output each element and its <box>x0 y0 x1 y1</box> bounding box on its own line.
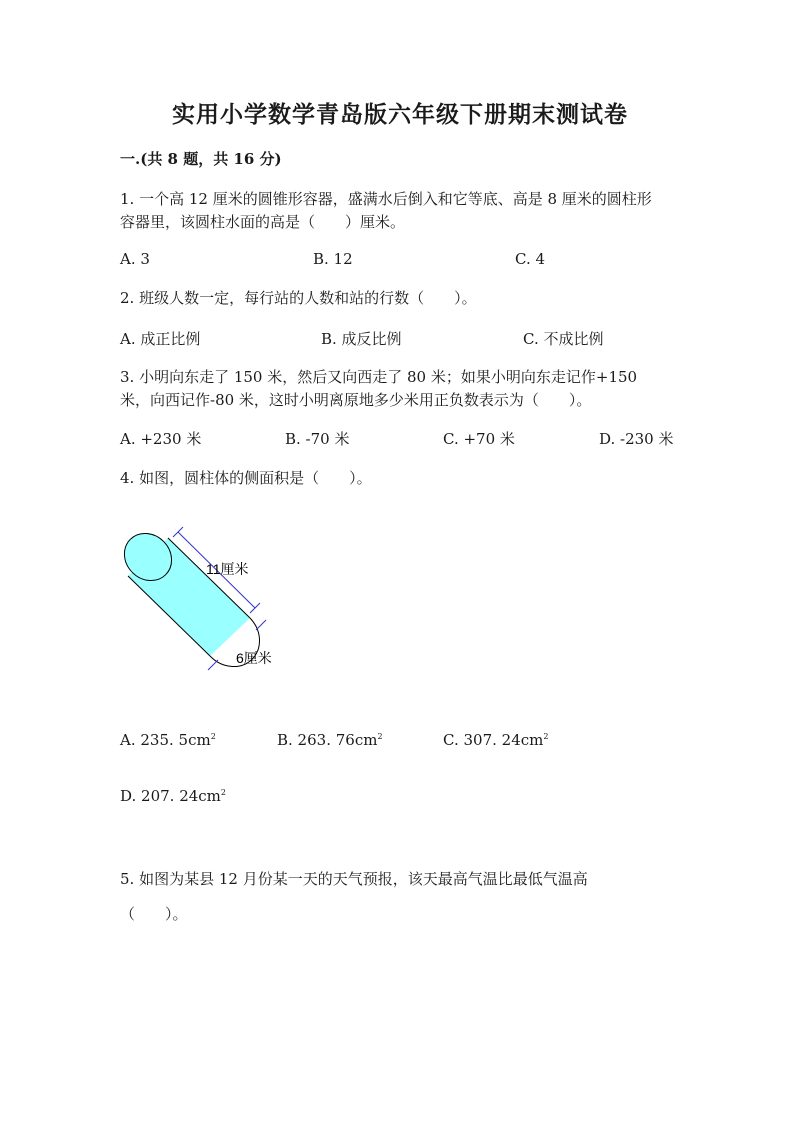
diameter-arrow-lower <box>208 660 218 670</box>
q3-option-d: D. -230 米 <box>599 430 674 448</box>
q1-option-a: A. 3 <box>120 250 150 268</box>
question-3 <box>120 366 637 412</box>
question-1-line-1: 1. 一个高 12 厘米的圆锥形容器，盛满水后倒入和它等底、高是 8 厘米的圆柱形 <box>120 190 652 208</box>
q4-option-c-text: C. 307. 24cm <box>443 731 544 749</box>
question-5-line-2: （ ）。 <box>120 905 188 923</box>
q1-option-b: B. 12 <box>313 250 353 268</box>
q2-option-b: B. 成反比例 <box>321 330 402 348</box>
question-5-line-1: 5. 如图为某县 12 月份某一天的天气预报，该天最高气温比最低气温高 <box>120 870 588 888</box>
question-2 <box>120 287 477 310</box>
diameter-label: 6厘米 <box>236 650 272 666</box>
q4-option-b <box>277 731 383 749</box>
q4-option-c <box>443 731 548 749</box>
q3-option-c: C. +70 米 <box>443 430 515 448</box>
question-2-line-1: 2. 班级人数一定，每行站的人数和站的行数（ ）。 <box>120 289 477 307</box>
length-label: 11厘米 <box>206 561 249 577</box>
q4-option-b-exponent: 2 <box>377 732 383 741</box>
q3-option-a: A. +230 米 <box>120 430 202 448</box>
q2-option-a: A. 成正比例 <box>120 330 201 348</box>
q4-option-c-exponent: 2 <box>543 732 549 741</box>
section-heading: 一.(共 8 题，共 16 分) <box>120 150 282 168</box>
question-3-line-1: 3. 小明向东走了 150 米，然后又向西走了 80 米；如果小明向东走记作+150 <box>120 368 638 386</box>
q4-option-a-exponent: 2 <box>210 732 216 741</box>
question-5 <box>120 862 588 932</box>
question-4 <box>120 467 372 490</box>
diameter-arrow-upper <box>256 620 266 630</box>
q4-option-b-text: B. 263. 76cm <box>277 731 378 749</box>
cylinder-body <box>118 524 260 667</box>
q4-option-a <box>120 731 216 749</box>
cylinder-figure <box>118 522 293 687</box>
question-1 <box>120 188 652 234</box>
question-1-line-2: 容器里，该圆柱水面的高是（ ）厘米。 <box>120 213 406 231</box>
q1-option-c: C. 4 <box>515 250 546 268</box>
q3-option-b: B. -70 米 <box>285 430 350 448</box>
q2-option-c: C. 不成比例 <box>523 330 604 348</box>
question-4-line-1: 4. 如图，圆柱体的侧面积是（ ）。 <box>120 469 372 487</box>
page-title: 实用小学数学青岛版六年级下册期末测试卷 <box>172 101 628 128</box>
question-3-line-2: 米，向西记作-80 米，这时小明离原地多少米用正负数表示为（ ）。 <box>120 391 592 409</box>
q4-option-a-text: A. 235. 5cm <box>120 731 211 749</box>
q4-option-d <box>120 787 226 805</box>
q4-option-d-exponent: 2 <box>220 788 226 797</box>
q4-option-d-text: D. 207. 24cm <box>120 787 221 805</box>
